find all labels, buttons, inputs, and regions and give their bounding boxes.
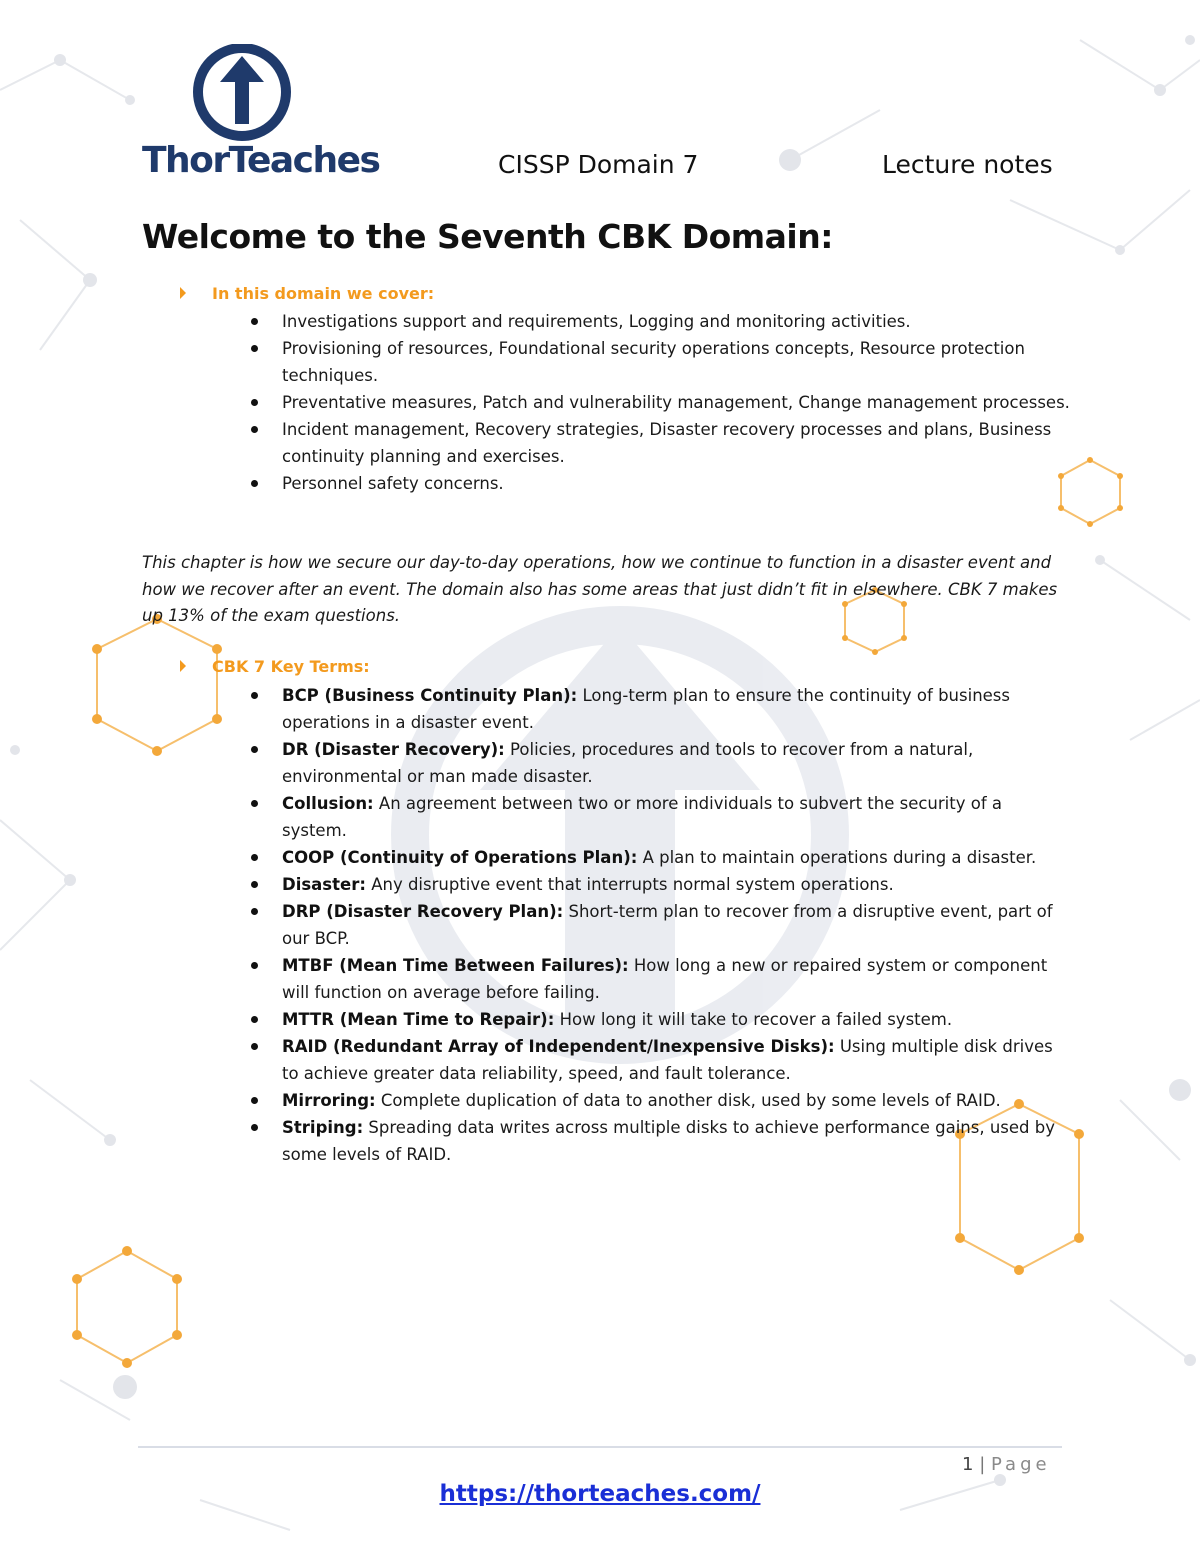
definition: Spreading data writes across multiple disks to achieve performance gains, used by some levels of RAID.	[282, 1118, 1055, 1164]
brand-name: ThorTeaches	[142, 140, 380, 181]
page-separator: |	[979, 1454, 986, 1475]
intro-paragraph: This chapter is how we secure our day-to-day operations, how we continue to function in a disaster event and how we recover after an event. The domain also has some areas that just didn’t fit in elsewhere. CBK 7 makes up 13% of the exam questions.	[142, 553, 1058, 625]
list-item	[282, 790, 1072, 844]
list-item	[282, 952, 1072, 1006]
definition: A plan to maintain operations during a disaster.	[637, 848, 1037, 867]
term: Disaster:	[282, 875, 366, 894]
list-item	[282, 844, 1072, 871]
terms-heading-text: CBK 7 Key Terms:	[212, 657, 370, 676]
term: BCP (Business Continuity Plan):	[282, 686, 578, 705]
term: RAID (Redundant Array of Independent/Inexpensive Disks):	[282, 1037, 835, 1056]
term: Collusion:	[282, 794, 374, 813]
list-item: Preventative measures, Patch and vulnerability management, Change management processes.	[282, 389, 1072, 416]
list-item: Personnel safety concerns.	[282, 470, 1072, 497]
term: DRP (Disaster Recovery Plan):	[282, 902, 564, 921]
website-link[interactable]: https://thorteaches.com/	[439, 1481, 761, 1507]
terms-section-heading	[212, 657, 370, 676]
term: COOP (Continuity of Operations Plan):	[282, 848, 638, 867]
definition: Using multiple disk drives to achieve greater data reliability, speed, and fault tolerance.	[282, 1037, 1053, 1083]
definition: An agreement between two or more individuals to subvert the security of a system.	[282, 794, 1002, 840]
definition: Long-term plan to ensure the continuity of business operations in a disaster event.	[282, 686, 1010, 732]
triangle-bullet-icon	[180, 660, 186, 672]
definition: How long it will take to recover a failed system.	[554, 1010, 953, 1029]
term: Mirroring:	[282, 1091, 376, 1110]
key-terms-list	[282, 682, 1072, 1168]
list-item	[282, 736, 1072, 790]
list-item	[282, 1006, 1072, 1033]
list-item: Provisioning of resources, Foundational security operations concepts, Resource protection techniques.	[282, 335, 1072, 389]
list-item: Incident management, Recovery strategies, Disaster recovery processes and plans, Business continuity planning and exercises.	[282, 416, 1072, 470]
header-course: CISSP Domain 7	[498, 150, 699, 179]
cover-heading-text: In this domain we cover:	[212, 284, 435, 303]
definition: Complete duplication of data to another disk, used by some levels of RAID.	[375, 1091, 1001, 1110]
cover-section-heading	[212, 284, 434, 303]
list-item	[282, 1114, 1072, 1168]
term: MTTR (Mean Time to Repair):	[282, 1010, 555, 1029]
page-label: Page	[991, 1454, 1051, 1475]
footer-divider	[138, 1446, 1062, 1448]
list-item	[282, 898, 1072, 952]
list-item	[282, 682, 1072, 736]
term: DR (Disaster Recovery):	[282, 740, 505, 759]
page-number	[962, 1454, 1051, 1475]
definition: Any disruptive event that interrupts normal system operations.	[365, 875, 894, 894]
definition: How long a new or repaired system or component will function on average before failing.	[282, 956, 1048, 1002]
term: Striping:	[282, 1118, 364, 1137]
definition: Short-term plan to recover from a disruptive event, part of our BCP.	[282, 902, 1053, 948]
list-item	[282, 1033, 1072, 1087]
page-title: Welcome to the Seventh CBK Domain:	[142, 217, 833, 256]
definition: Policies, procedures and tools to recover from a natural, environmental or man made disaster.	[282, 740, 974, 786]
up-arrow-circle-icon	[138, 44, 378, 144]
triangle-bullet-icon	[180, 287, 186, 299]
page-number-value: 1	[962, 1454, 974, 1475]
list-item	[282, 1087, 1072, 1114]
list-item: Investigations support and requirements, Logging and monitoring activities.	[282, 308, 1072, 335]
cover-list	[282, 308, 1072, 497]
list-item	[282, 871, 1072, 898]
term: MTBF (Mean Time Between Failures):	[282, 956, 629, 975]
thorteaches-logo	[138, 44, 378, 194]
header-doc-type: Lecture notes	[882, 150, 1053, 179]
